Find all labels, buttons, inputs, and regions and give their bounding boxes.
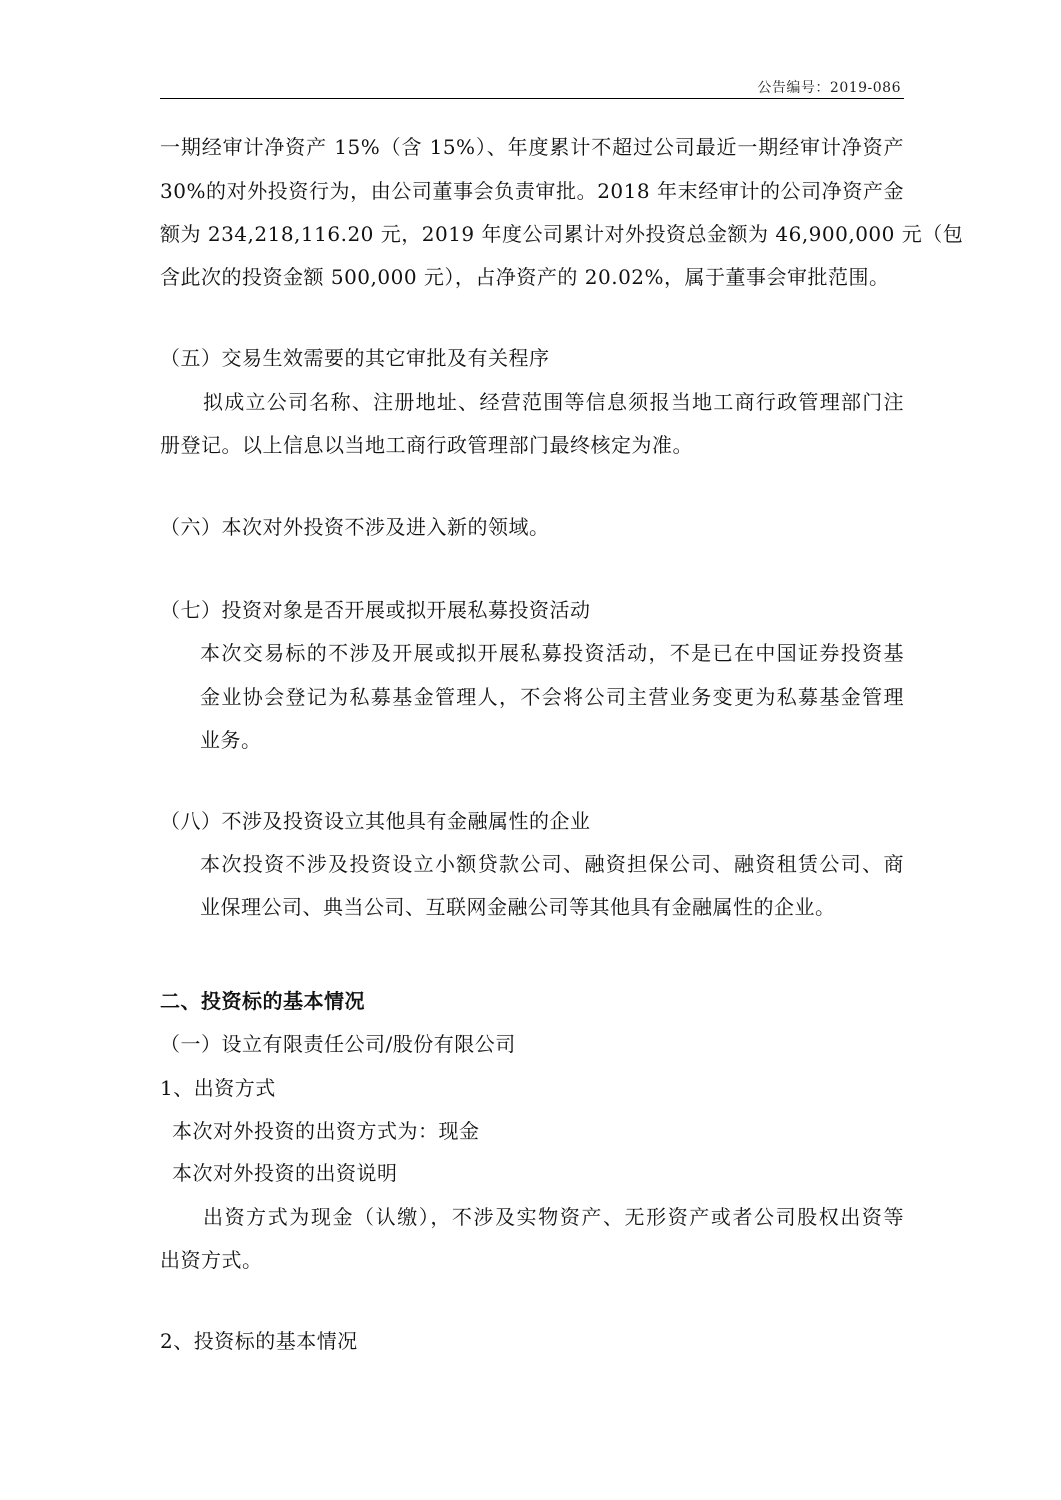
paragraph-line: 业保理公司、典当公司、互联网金融公司等其他具有金融属性的企业。 [200, 895, 836, 919]
section-heading-8: （八）不涉及投资设立其他具有金融属性的企业 [160, 809, 591, 833]
section-heading-5: （五）交易生效需要的其它审批及有关程序 [160, 346, 550, 370]
paragraph-line: 额为 234,218,116.20 元，2019 年度公司累计对外投资总金额为 46,900,000 元（包 [160, 222, 964, 246]
paragraph-line: 本次对外投资的出资说明 [172, 1161, 398, 1185]
paragraph-line: 出资方式为现金（认缴），不涉及实物资产、无形资产或者公司股权出资等 [203, 1205, 904, 1229]
paragraph-line: 本次投资不涉及投资设立小额贷款公司、融资担保公司、融资租赁公司、商 [200, 852, 904, 876]
paragraph-line: 一期经审计净资产 15%（含 15%）、年度累计不超过公司最近一期经审计净资产 [160, 135, 904, 159]
section-heading-7: （七）投资对象是否开展或拟开展私募投资活动 [160, 598, 591, 622]
item-heading: 1、出资方式 [160, 1076, 276, 1100]
paragraph-line: 册登记。以上信息以当地工商行政管理部门最终核定为准。 [160, 433, 693, 457]
paragraph-line: 业务。 [200, 728, 262, 752]
chapter-heading: 二、投资标的基本情况 [160, 989, 365, 1013]
subsection-heading: （一）设立有限责任公司/股份有限公司 [160, 1032, 516, 1056]
paragraph-line: 本次交易标的不涉及开展或拟开展私募投资活动，不是已在中国证券投资基 [200, 641, 904, 665]
paragraph-line: 含此次的投资金额 500,000 元），占净资产的 20.02%，属于董事会审批范围。 [160, 265, 890, 289]
notice-number: 公告编号：2019-086 [757, 80, 901, 96]
paragraph-line: 拟成立公司名称、注册地址、经营范围等信息须报当地工商行政管理部门注 [203, 390, 904, 414]
paragraph-line: 出资方式。 [160, 1248, 263, 1272]
header-divider [160, 98, 904, 99]
paragraph-line: 本次对外投资的出资方式为：现金 [172, 1119, 480, 1143]
paragraph-line: 30%的对外投资行为，由公司董事会负责审批。2018 年末经审计的公司净资产金 [160, 179, 904, 203]
item-heading: 2、投资标的基本情况 [160, 1329, 358, 1353]
section-heading-6: （六）本次对外投资不涉及进入新的领域。 [160, 515, 550, 539]
paragraph-line: 金业协会登记为私募基金管理人，不会将公司主营业务变更为私募基金管理 [200, 685, 904, 709]
